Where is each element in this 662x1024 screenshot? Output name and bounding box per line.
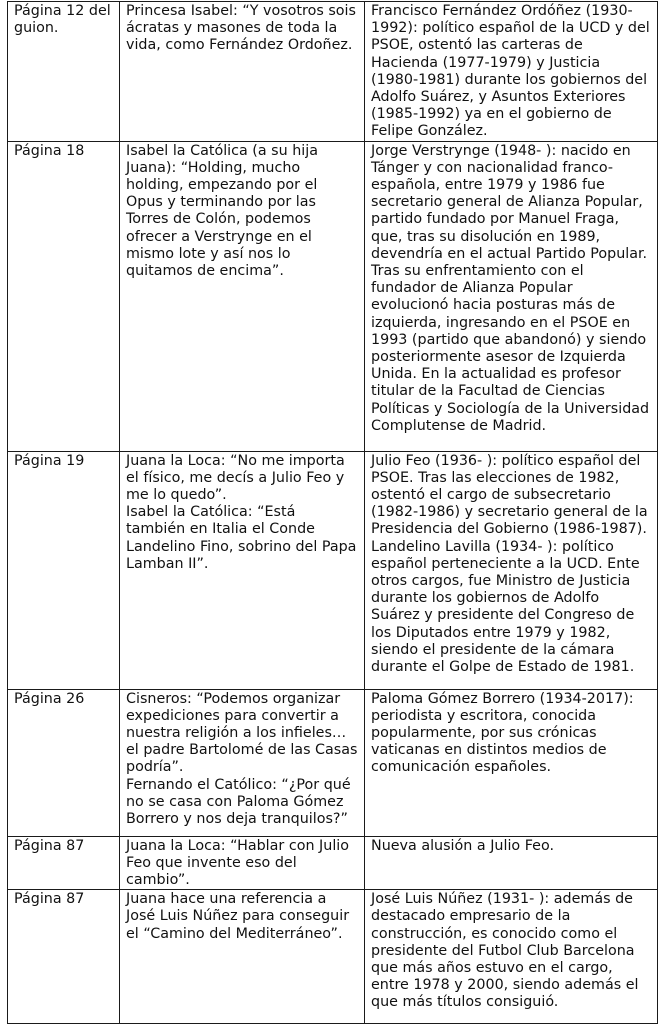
historical-note: Nueva alusión a Julio Feo. (371, 837, 554, 854)
page-reference-cell (8, 836, 120, 890)
page-reference: Página 19 (14, 452, 85, 469)
annotations-table (7, 1, 658, 1024)
page-reference-cell (8, 141, 120, 451)
page-reference: Página 26 (14, 690, 85, 707)
page-reference: Página 87 (14, 891, 85, 908)
script-quote-cell (120, 689, 365, 836)
script-quote: Juana la Loca: “No me importa el físico, me decís a Julio Feo y me lo quedo”. (126, 452, 345, 504)
table-row (8, 689, 658, 836)
script-quote: Isabel la Católica: “Está también en Italia el Conde Landelino Fino, sobrino del Papa Lamban II”. (126, 504, 357, 572)
historical-note: Julio Feo (1936- ): político español del PSOE. Tras las elecciones de 1982, ostentó el cargo de subsecretario (1982-1986) y secretario general de la Presidencia del Gobierno (1986-1987). (371, 452, 648, 538)
table-row (8, 2, 658, 142)
script-quote-cell (120, 451, 365, 689)
page-reference-cell (8, 890, 120, 1024)
page-reference-cell (8, 451, 120, 689)
historical-note-cell (365, 451, 658, 689)
table-row (8, 141, 658, 451)
historical-note-cell (365, 890, 658, 1024)
historical-note: Francisco Fernández Ordóñez (1930-1992): político español de la UCD y del PSOE, ostentó las carteras de Hacienda (1977-1979) y Justicia (1980-1981) durante los gobiernos del Adolfo Suárez, y Asuntos Exteriores (1985-1992) ya en el gobierno de Felipe González. (371, 3, 650, 140)
page-reference-cell (8, 2, 120, 142)
page-reference: Página 87 (14, 837, 85, 854)
historical-note: Paloma Gómez Borrero (1934-2017): periodista y escritora, conocida popularmente, por sus crónicas vaticanas en distintos medios de comunicación españoles. (371, 690, 634, 776)
historical-note-cell (365, 836, 658, 890)
script-quote: Cisneros: “Podemos organizar expediciones para convertir a nuestra religión a los infieles… el padre Bartolomé de las Casas podría”. (126, 690, 358, 776)
script-quote-cell (120, 890, 365, 1024)
page-reference: Página 18 (14, 142, 85, 159)
historical-note-cell (365, 141, 658, 451)
script-quote: Isabel la Católica (a su hija Juana): “Holding, mucho holding, empezando por el Opus y terminando por las Torres de Colón, podemos ofrecer a Verstrynge en el mismo lote y así nos lo quitamos de encima”. (126, 142, 319, 280)
historical-note: Landelino Lavilla (1934- ): político español perteneciente a la UCD. Ente otros cargos, fue Ministro de Justicia durante los gobiernos de Adolfo Suárez y presidente del Congreso de los Diputados entre 1979 y 1982, siendo el presidente de la cámara durante el Golpe de Estado de 1981. (371, 538, 640, 676)
script-quote: Fernando el Católico: “¿Por qué no se casa con Paloma Gómez Borrero y nos deja tranquilos?” (126, 776, 351, 828)
script-quote: Juana la Loca: “Hablar con Julio Feo que invente eso del cambio”. (126, 837, 350, 889)
script-quote-cell (120, 2, 365, 142)
historical-note: José Luis Núñez (1931- ): además de destacado empresario de la construcción, es conocido como el presidente del Futbol Club Barcelona que más años estuvo en el cargo, entre 1978 y 2000, siendo además el que más títulos consiguió. (371, 891, 639, 1011)
historical-note-cell (365, 2, 658, 142)
historical-note-cell (365, 689, 658, 836)
table-row (8, 451, 658, 689)
script-quote-cell (120, 141, 365, 451)
table-row (8, 836, 658, 890)
script-quote: Princesa Isabel: “Y vosotros sois ácratas y masones de toda la vida, como Fernández Ordoñez. (126, 3, 356, 54)
page-reference: Página 12 del guion. (14, 3, 111, 37)
page-reference-cell (8, 689, 120, 836)
script-quote-cell (120, 836, 365, 890)
script-quote: Juana hace una referencia a José Luis Núñez para conseguir el “Camino del Mediterráneo”. (126, 891, 350, 942)
table-row (8, 890, 658, 1024)
historical-note: Jorge Verstrynge (1948- ): nacido en Tánger y con nacionalidad franco-española, entre 1979 y 1986 fue secretario general de Alianza Popular, partido fundado por Manuel Fraga, que, tras su disolución en 1989, devendría en el actual Partido Popular. Tras su enfrentamiento con el fundador de Alianza Popular evolucionó hacia posturas más de izquierda, ingresando en el PSOE en 1993 (partido que abandonó) y siendo posteriormente asesor de Izquierda Unida. En la actualidad es profesor titular de la Facultad de Ciencias Políticas y Sociología de la Universidad Complutense de Madrid. (371, 142, 650, 434)
